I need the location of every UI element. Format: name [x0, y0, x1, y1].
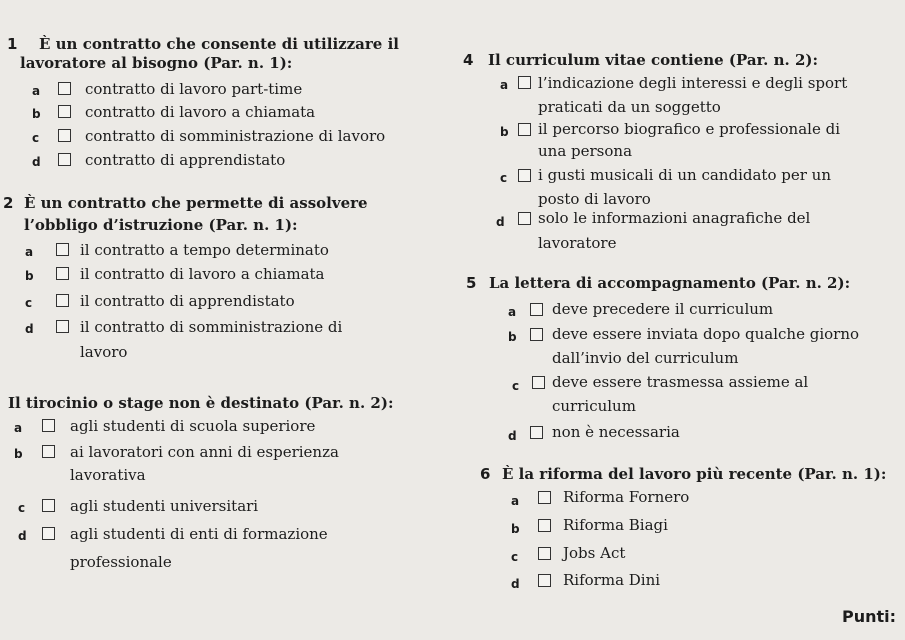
option-letter: d [25, 322, 34, 336]
option-text-continued: lavorativa [70, 466, 146, 484]
question-text: È un contratto che consente di utilizzare il [39, 35, 399, 53]
option-text: non è necessaria [552, 423, 680, 441]
option-text: deve precedere il curriculum [552, 300, 774, 318]
answer-checkbox[interactable] [42, 445, 55, 458]
option-text: agli studenti di scuola superiore [70, 417, 316, 435]
option-letter: b [511, 522, 520, 536]
option-text-continued: lavoro [80, 343, 128, 361]
option-text: il contratto a tempo determinato [80, 241, 329, 259]
option-letter: c [500, 171, 508, 185]
option-letter: b [500, 125, 509, 139]
question-text: È la riforma del lavoro più recente (Par. n. 1): [502, 465, 887, 483]
answer-checkbox[interactable] [58, 105, 71, 118]
option-text: deve essere trasmessa assieme al [552, 373, 809, 391]
answer-checkbox[interactable] [56, 320, 69, 333]
option-text: i gusti musicali di un candidato per un [538, 166, 831, 184]
question-text: Il curriculum vitae contiene (Par. n. 2): [488, 51, 819, 69]
option-text: l’indicazione degli interessi e degli sport [538, 74, 848, 92]
option-letter: a [14, 421, 23, 435]
option-text: contratto di lavoro part-time [85, 80, 303, 98]
answer-checkbox[interactable] [518, 212, 531, 225]
answer-checkbox[interactable] [42, 419, 55, 432]
option-letter: c [18, 501, 26, 515]
option-text: ai lavoratori con anni di esperienza [70, 443, 339, 461]
answer-checkbox[interactable] [56, 243, 69, 256]
option-text: solo le informazioni anagrafiche del [538, 209, 811, 227]
answer-checkbox[interactable] [56, 294, 69, 307]
answer-checkbox[interactable] [530, 303, 543, 316]
option-text: agli studenti di enti di formazione [70, 525, 328, 543]
option-text: contratto di lavoro a chiamata [85, 103, 316, 121]
option-letter: b [25, 269, 34, 283]
question-number: 1 [7, 35, 18, 53]
question-number: 5 [466, 274, 477, 292]
answer-checkbox[interactable] [58, 82, 71, 95]
question-number: 4 [463, 51, 474, 69]
option-text: il contratto di lavoro a chiamata [80, 265, 325, 283]
option-letter: a [511, 494, 520, 508]
answer-checkbox[interactable] [530, 426, 543, 439]
option-letter: c [25, 296, 33, 310]
score-label: Punti: [842, 607, 897, 626]
option-text-continued: posto di lavoro [538, 190, 651, 208]
answer-checkbox[interactable] [538, 491, 551, 504]
option-letter: d [32, 155, 41, 169]
option-letter: d [18, 529, 27, 543]
answer-checkbox[interactable] [538, 574, 551, 587]
option-text: il contratto di apprendistato [80, 292, 295, 310]
question-text: La lettera di accompagnamento (Par. n. 2): [489, 274, 851, 292]
question-number: 2 [3, 194, 14, 212]
option-letter: d [496, 215, 505, 229]
option-text-continued: una persona [538, 142, 633, 160]
answer-checkbox[interactable] [538, 519, 551, 532]
option-letter: b [32, 107, 41, 121]
option-letter: a [508, 305, 517, 319]
option-text-continued: praticati da un soggetto [538, 98, 721, 116]
answer-checkbox[interactable] [518, 76, 531, 89]
option-letter: c [511, 550, 519, 564]
option-text: Riforma Biagi [563, 516, 668, 534]
question-text: lavoratore al bisogno (Par. n. 1): [20, 54, 293, 72]
option-text-continued: dall’invio del curriculum [552, 349, 739, 367]
question-text: l’obbligo d’istruzione (Par. n. 1): [24, 216, 298, 234]
option-text: Riforma Fornero [563, 488, 690, 506]
option-text-continued: curriculum [552, 397, 636, 415]
option-letter: c [32, 131, 40, 145]
answer-checkbox[interactable] [58, 153, 71, 166]
option-letter: b [508, 330, 517, 344]
option-letter: a [500, 78, 509, 92]
option-text: Jobs Act [563, 544, 626, 562]
answer-checkbox[interactable] [518, 123, 531, 136]
answer-checkbox[interactable] [42, 499, 55, 512]
answer-checkbox[interactable] [518, 169, 531, 182]
answer-checkbox[interactable] [56, 267, 69, 280]
option-letter: a [25, 245, 34, 259]
option-letter: d [508, 429, 517, 443]
answer-checkbox[interactable] [58, 129, 71, 142]
answer-checkbox[interactable] [532, 376, 545, 389]
option-text: il percorso biografico e professionale di [538, 120, 841, 138]
option-text: Riforma Dini [563, 571, 661, 589]
answer-checkbox[interactable] [530, 328, 543, 341]
option-text: agli studenti universitari [70, 497, 259, 515]
option-text: contratto di apprendistato [85, 151, 286, 169]
question-text: È un contratto che permette di assolvere [24, 194, 368, 212]
option-text: deve essere inviata dopo qualche giorno [552, 325, 860, 343]
answer-checkbox[interactable] [42, 527, 55, 540]
answer-checkbox[interactable] [538, 547, 551, 560]
option-letter: d [511, 577, 520, 591]
question-text: Il tirocinio o stage non è destinato (Par. n. 2): [8, 394, 394, 412]
option-text: il contratto di somministrazione di [80, 318, 343, 336]
option-letter: a [32, 84, 41, 98]
option-text: contratto di somministrazione di lavoro [85, 127, 386, 145]
option-text-continued: professionale [70, 553, 172, 571]
option-letter: c [512, 379, 520, 393]
option-letter: b [14, 447, 23, 461]
option-text-continued: lavoratore [538, 234, 617, 252]
question-number: 6 [480, 465, 491, 483]
